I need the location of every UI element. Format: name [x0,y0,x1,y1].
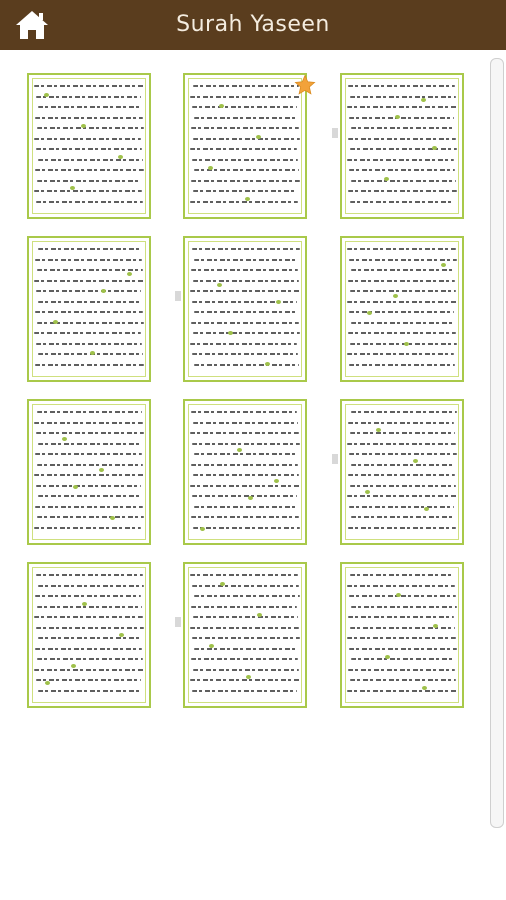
text-line [347,106,457,108]
text-line [35,453,142,455]
text-line [37,411,142,413]
ayah-marker-icon [433,624,438,628]
text-line [350,679,456,681]
ayah-marker-icon [119,633,124,637]
ayah-marker-icon [413,459,418,463]
ayah-marker-icon [62,437,67,441]
page-grid-container [0,50,506,900]
text-line [347,159,454,161]
page-thumbnail[interactable] [340,562,464,708]
page-frame [345,404,459,540]
text-line [193,527,300,529]
text-line [36,148,142,150]
ayah-marker-icon [90,351,95,355]
text-line [193,280,299,282]
text-line [351,127,455,129]
text-line [193,669,299,671]
page-thumbnail[interactable] [183,73,307,219]
ayah-marker-icon [99,468,104,472]
ayah-marker-icon [53,320,58,324]
text-line [34,616,143,618]
ayah-marker-icon [276,300,281,304]
ayah-marker-icon [70,186,75,190]
text-line [35,506,143,508]
text-line [38,248,141,250]
text-line [36,96,141,98]
ayah-marker-icon [237,448,242,452]
text-line [351,322,455,324]
text-line [191,322,299,324]
ayah-marker-icon [228,331,233,335]
text-line [193,422,298,424]
section-marker [175,291,181,301]
text-line [193,138,300,140]
text-line [193,85,299,87]
ayah-marker-icon [384,177,389,181]
text-line [351,464,454,466]
page-frame [32,241,146,377]
ayah-marker-icon [110,516,115,520]
text-line [190,290,300,292]
text-line [38,637,141,639]
page-thumbnail[interactable] [340,399,464,545]
text-line [350,148,457,150]
text-line [191,269,298,271]
app-header [0,0,506,50]
page-frame [32,78,146,214]
text-line [347,495,457,497]
text-line [348,332,456,334]
text-line [348,138,456,140]
text-line [351,516,455,518]
text-line [348,422,454,424]
page-thumbnail[interactable] [27,399,151,545]
text-line [36,627,144,629]
text-line [35,117,143,119]
text-line [35,648,142,650]
text-line [347,443,456,445]
text-line [36,201,143,203]
text-line [348,669,455,671]
page-frame [345,241,459,377]
page-thumbnail[interactable] [183,236,307,382]
text-line [191,127,299,129]
page-thumbnail[interactable] [27,562,151,708]
text-line [350,96,456,98]
text-line [351,411,457,413]
text-line [350,290,456,292]
section-marker [175,617,181,627]
text-line [191,516,299,518]
page-frame [188,404,302,540]
text-line [35,259,142,261]
text-line [34,85,144,87]
text-line [193,190,297,192]
page-thumbnail[interactable] [340,73,464,219]
text-line [37,464,143,466]
text-line [191,658,298,660]
text-line [191,180,300,182]
ayah-marker-icon [396,593,401,597]
text-line [347,248,456,250]
text-line [349,506,454,508]
text-line [34,527,141,529]
scrollbar[interactable] [490,58,504,828]
ayah-marker-icon [256,135,261,139]
text-line [190,485,300,487]
ayah-marker-icon [257,613,262,617]
text-line [349,453,457,455]
text-line [36,343,142,345]
text-line [192,443,300,445]
text-line [190,148,297,150]
section-marker [332,454,338,464]
text-line [38,443,141,445]
ayah-marker-icon [127,272,132,276]
text-line [192,106,297,108]
ayah-marker-icon [209,644,214,648]
text-line [35,364,144,366]
text-line [349,648,457,650]
ayah-marker-icon [421,98,426,102]
page-frame [188,567,302,703]
text-line [191,606,297,608]
text-line [36,290,141,292]
ayah-marker-icon [395,115,400,119]
page-thumbnail[interactable] [183,399,307,545]
text-line [34,422,143,424]
text-line [36,485,141,487]
text-line [347,301,457,303]
text-line [348,474,455,476]
ayah-marker-icon [219,104,224,108]
ayah-marker-icon [404,342,409,346]
text-line [351,658,454,660]
text-line [190,96,300,98]
text-line [350,432,455,434]
text-line [193,332,300,334]
text-line [35,169,144,171]
text-line [350,574,454,576]
text-line [190,201,298,203]
page-thumbnail[interactable] [340,236,464,382]
section-marker [332,128,338,138]
page-frame [188,78,302,214]
text-line [348,280,455,282]
ayah-marker-icon [248,496,253,500]
text-line [192,690,297,692]
text-line [37,127,144,129]
ayah-marker-icon [424,507,429,511]
text-line [38,159,143,161]
page-frame [345,567,459,703]
text-line [34,332,141,334]
text-line [34,138,141,140]
text-line [194,453,297,455]
text-line [190,679,300,681]
text-line [38,106,142,108]
ayah-marker-icon [246,675,251,679]
text-line [34,474,144,476]
page-thumbnail[interactable] [27,236,151,382]
ayah-marker-icon [365,490,370,494]
text-line [37,516,144,518]
ayah-marker-icon [265,362,270,366]
ayah-marker-icon [217,283,222,287]
text-line [193,616,298,618]
text-line [36,432,144,434]
text-line [191,464,298,466]
text-line [349,259,457,261]
text-line [194,506,298,508]
ayah-marker-icon [385,655,390,659]
text-line [34,190,142,192]
text-line [192,301,297,303]
ayah-marker-icon [367,311,372,315]
text-line [192,353,298,355]
text-line [194,311,298,313]
text-line [36,574,143,576]
text-line [190,432,299,434]
text-line [350,201,454,203]
text-line [190,627,299,629]
text-line [193,474,299,476]
text-line [35,311,143,313]
page-title: Surah Yaseen [176,12,330,37]
text-line [35,595,141,597]
ayah-marker-icon [45,681,50,685]
page-frame [188,241,302,377]
text-line [37,606,142,608]
text-line [348,190,457,192]
ayah-marker-icon [73,485,78,489]
ayah-marker-icon [422,686,427,690]
ayah-marker-icon [71,664,76,668]
text-line [190,574,298,576]
text-line [38,301,142,303]
text-line [194,595,300,597]
page-frame [32,404,146,540]
text-line [192,585,299,587]
text-line [347,353,454,355]
text-line [37,658,143,660]
text-line [37,180,141,182]
text-line [194,259,297,261]
ayah-marker-icon [393,294,398,298]
text-line [192,159,298,161]
text-line [347,637,456,639]
text-line [350,485,456,487]
ayah-marker-icon [208,166,213,170]
text-line [38,690,142,692]
ayah-marker-icon [118,155,123,159]
ayah-marker-icon [245,197,250,201]
text-line [192,495,297,497]
text-line [347,690,457,692]
text-line [192,248,300,250]
page-thumbnail[interactable] [27,73,151,219]
text-line [349,169,455,171]
text-line [351,180,456,182]
text-line [347,585,455,587]
text-line [349,364,455,366]
ayah-marker-icon [376,428,381,432]
text-line [194,364,299,366]
ayah-marker-icon [81,124,86,128]
ayah-marker-icon [44,93,49,97]
text-line [350,627,455,629]
text-line [34,669,144,671]
page-thumbnail[interactable] [183,562,307,708]
text-line [34,280,144,282]
text-line [348,85,455,87]
text-line [190,343,297,345]
text-line [351,606,457,608]
text-line [191,411,297,413]
text-line [37,269,143,271]
text-line [38,585,144,587]
bookmark-star-icon[interactable] [294,74,316,96]
text-line [348,616,454,618]
text-line [194,117,298,119]
ayah-marker-icon [441,263,446,267]
text-line [192,637,300,639]
page-frame [345,78,459,214]
ayah-marker-icon [200,527,205,531]
ayah-marker-icon [432,146,437,150]
text-line [349,311,454,313]
ayah-marker-icon [101,289,106,293]
ayah-marker-icon [220,582,225,586]
ayah-marker-icon [274,479,279,483]
text-line [348,527,456,529]
text-line [349,117,454,119]
text-line [38,495,142,497]
ayah-marker-icon [82,602,87,606]
text-line [349,595,456,597]
text-line [36,679,141,681]
text-line [351,269,454,271]
